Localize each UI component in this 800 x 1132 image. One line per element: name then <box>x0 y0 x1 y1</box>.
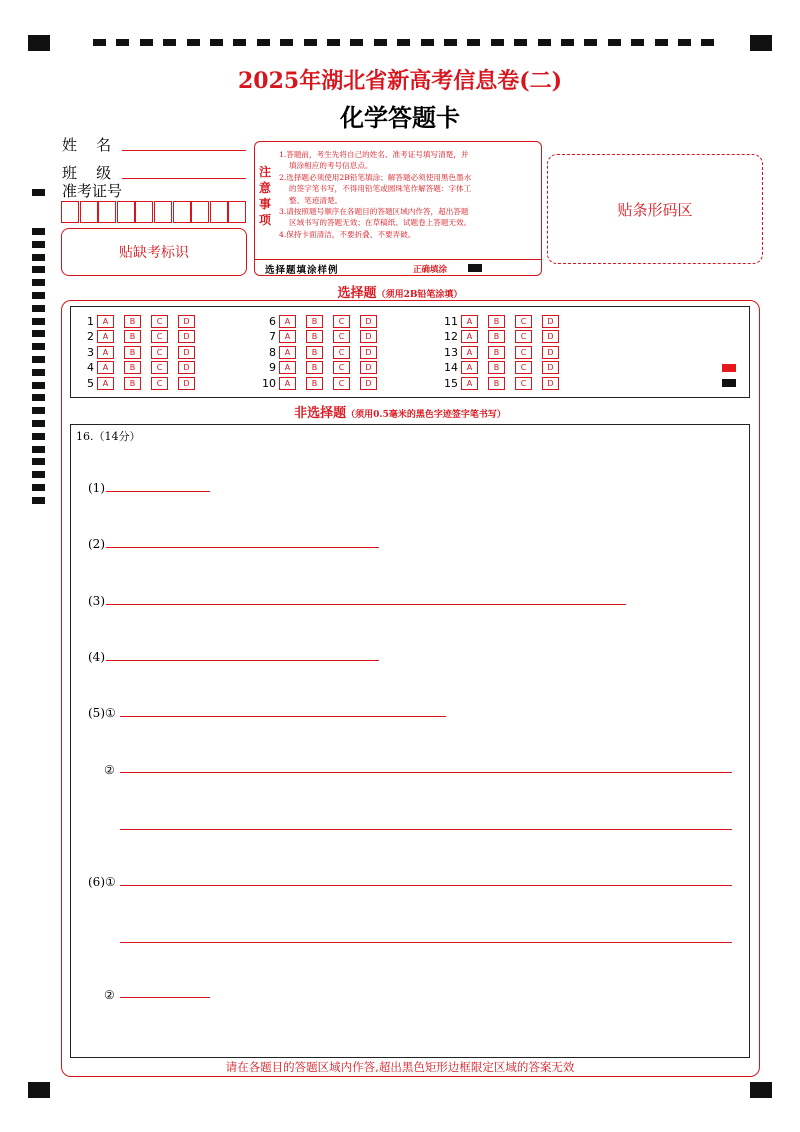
timing-mark <box>210 39 223 46</box>
timing-mark <box>32 471 45 478</box>
timing-mark <box>32 446 45 453</box>
timing-mark <box>491 39 504 46</box>
choice-bubble-b[interactable]: B <box>488 315 505 328</box>
timing-mark <box>350 39 363 46</box>
timing-mark <box>631 39 644 46</box>
choice-question-row <box>258 376 387 390</box>
choice-bubble-a[interactable]: A <box>97 346 114 359</box>
timing-mark <box>514 39 527 46</box>
timing-mark <box>538 39 551 46</box>
timing-mark <box>32 305 45 312</box>
timing-mark <box>32 484 45 491</box>
timing-mark <box>32 228 45 235</box>
timing-mark <box>32 254 45 261</box>
choice-bubble-c[interactable]: C <box>515 346 532 359</box>
q16-part3-label: (3) <box>88 594 105 608</box>
timing-mark <box>280 39 293 46</box>
timing-mark <box>467 39 480 46</box>
choice-question-number: 3 <box>87 345 94 359</box>
choice-bubble-a[interactable]: A <box>97 377 114 390</box>
timing-mark <box>678 39 691 46</box>
timing-mark <box>32 356 45 363</box>
choice-bubble-c[interactable]: C <box>151 315 168 328</box>
timing-mark <box>32 369 45 376</box>
q16-part6a-line[interactable] <box>120 885 732 886</box>
choice-section-title <box>0 282 800 301</box>
notice-line: 2.选择题必须使用2B铅笔填涂；解答题必须使用黑色墨水 <box>279 172 472 182</box>
timing-mark <box>163 39 176 46</box>
choice-bubble-d[interactable]: D <box>360 361 377 374</box>
choice-bubble-b[interactable]: B <box>306 361 323 374</box>
choice-bubble-c[interactable]: C <box>333 330 350 343</box>
timing-mark <box>304 39 317 46</box>
choice-question-row <box>258 345 387 359</box>
q16-part2-label: (2) <box>88 537 105 551</box>
timing-mark <box>584 39 597 46</box>
nonchoice-section-title <box>0 402 800 421</box>
choice-question-row <box>440 314 569 328</box>
choice-question-row <box>76 361 205 375</box>
choice-question-number: 10 <box>262 376 276 390</box>
choice-bubble-c[interactable]: C <box>151 377 168 390</box>
q16-part6b-line[interactable] <box>120 997 210 998</box>
choice-bubble-a[interactable]: A <box>97 361 114 374</box>
id-digit-cell[interactable] <box>80 201 98 223</box>
corner-mark-top-right <box>750 35 772 51</box>
q16-answer-box <box>70 424 750 1058</box>
choice-question-row <box>76 345 205 359</box>
choice-bubble-c[interactable]: C <box>515 361 532 374</box>
choice-bubble-b[interactable]: B <box>124 346 141 359</box>
choice-bubble-d[interactable]: D <box>542 315 559 328</box>
choice-bubble-d[interactable]: D <box>178 346 195 359</box>
timing-mark <box>32 420 45 427</box>
timing-mark <box>32 394 45 401</box>
footer-note: 请在各题目的答题区域内作答,超出黑色矩形边框限定区域的答案无效 <box>225 1060 575 1074</box>
corner-mark-bottom-right <box>750 1082 772 1098</box>
choice-bubble-d[interactable]: D <box>178 361 195 374</box>
q16-part4-label: (4) <box>88 650 105 664</box>
notice-line: 4.保持卡面清洁，不要折叠、不要弄破。 <box>279 229 416 239</box>
corner-mark-top-left <box>28 35 50 51</box>
q16-part6a-label: (6)① <box>88 875 116 889</box>
choice-question-number: 11 <box>444 314 458 328</box>
choice-question-row <box>258 330 387 344</box>
timing-mark <box>444 39 457 46</box>
choice-bubble-c[interactable]: C <box>515 330 532 343</box>
choice-bubble-a[interactable]: A <box>279 315 296 328</box>
choice-question-number: 9 <box>269 361 276 375</box>
absent-sticker-label: 贴缺考标识 <box>119 245 189 261</box>
timing-mark <box>116 39 129 46</box>
q16-part5b-label: ② <box>104 763 115 777</box>
id-digit-cell[interactable] <box>173 201 191 223</box>
q16-part6b-label: ② <box>104 988 115 1002</box>
notice-line: 填涂相应的考号信息点。 <box>289 161 373 171</box>
choice-bubble-a[interactable]: A <box>461 346 478 359</box>
name-label: 姓 名 <box>62 136 112 154</box>
choice-bubble-d[interactable]: D <box>542 377 559 390</box>
timing-mark <box>608 39 621 46</box>
choice-bubble-b[interactable]: B <box>124 377 141 390</box>
nonchoice-title: 非选择题 <box>294 406 347 421</box>
choice-bubble-a[interactable]: A <box>279 361 296 374</box>
id-digit-cell[interactable] <box>228 201 246 223</box>
timing-mark <box>257 39 270 46</box>
choice-bubble-a[interactable]: A <box>97 330 114 343</box>
sample-label: 选择题填涂样例 <box>265 265 339 276</box>
page-title: 2025年湖北省新高考信息卷(二) <box>237 68 563 94</box>
choice-question-number: 15 <box>444 376 458 390</box>
choice-bubble-c[interactable]: C <box>515 315 532 328</box>
q16-part5b-line-2[interactable] <box>120 829 732 830</box>
choice-bubble-c[interactable]: C <box>151 361 168 374</box>
black-marker <box>722 379 736 387</box>
notice-line: 1.答题前，考生先将自己的姓名、准考证号填写清楚，并 <box>279 150 469 159</box>
timing-mark <box>561 39 574 46</box>
page-subtitle: 化学答题卡 <box>340 104 460 132</box>
choice-question-number: 7 <box>269 330 276 344</box>
choice-question-row <box>440 330 569 344</box>
notice-line: 区域书写的答题无效；在草稿纸、试题卷上答题无效。 <box>289 218 472 228</box>
choice-note: （须用2B铅笔涂填） <box>376 290 463 300</box>
choice-bubble-b[interactable]: B <box>306 330 323 343</box>
choice-question-number: 14 <box>444 361 458 375</box>
class-label: 班 级 <box>62 164 112 182</box>
timing-mark <box>32 497 45 504</box>
id-digit-cell[interactable] <box>98 201 116 223</box>
timing-mark <box>32 189 45 196</box>
q16-part1-label: (1) <box>88 481 105 495</box>
id-digit-cell[interactable] <box>154 201 172 223</box>
choice-bubble-d[interactable]: D <box>542 330 559 343</box>
choice-bubble-a[interactable]: A <box>279 377 296 390</box>
timing-mark <box>421 39 434 46</box>
q16-part5b-line[interactable] <box>120 772 732 773</box>
choice-bubble-c[interactable]: C <box>515 377 532 390</box>
timing-mark <box>374 39 387 46</box>
choice-question-row <box>258 314 387 328</box>
q16-part6a-line-2[interactable] <box>120 942 732 943</box>
barcode-area <box>547 154 763 264</box>
choice-question-number: 4 <box>87 361 94 375</box>
name-field[interactable] <box>122 150 246 151</box>
timing-mark <box>140 39 153 46</box>
id-digit-cell[interactable] <box>61 201 79 223</box>
choice-bubble-d[interactable]: D <box>360 377 377 390</box>
timing-mark <box>187 39 200 46</box>
choice-bubble-a[interactable]: A <box>461 377 478 390</box>
timing-mark <box>32 458 45 465</box>
notice-line: 3.请按照题号顺序在各题目的答题区域内作答，超出答题 <box>279 207 469 217</box>
id-digit-cell[interactable] <box>117 201 135 223</box>
notice-divider <box>255 259 541 260</box>
q16-part3-line[interactable] <box>106 604 626 605</box>
nonchoice-note: （须用0.5毫米的黑色字迹签字笔书写） <box>346 410 506 420</box>
choice-bubble-c[interactable]: C <box>333 377 350 390</box>
q16-part1-line[interactable] <box>106 491 210 492</box>
choice-bubble-b[interactable]: B <box>124 361 141 374</box>
choice-bubble-a[interactable]: A <box>279 330 296 343</box>
choice-bubble-a[interactable]: A <box>461 330 478 343</box>
notice-text <box>279 149 541 240</box>
correct-fill-sample <box>468 264 482 272</box>
choice-question-row <box>76 330 205 344</box>
absent-sticker-box <box>61 228 247 276</box>
choice-bubble-b[interactable]: B <box>124 330 141 343</box>
choice-bubble-b[interactable]: B <box>488 377 505 390</box>
q16-part2-line[interactable] <box>106 547 379 548</box>
q16-part5a-label: (5)① <box>88 706 116 720</box>
red-marker <box>722 364 736 372</box>
timing-mark <box>32 433 45 440</box>
notice-heading: 注意事项 <box>259 165 272 227</box>
choice-bubble-c[interactable]: C <box>333 346 350 359</box>
choice-question-row <box>440 361 569 375</box>
notice-box <box>254 141 542 276</box>
choice-bubble-b[interactable]: B <box>488 361 505 374</box>
choice-question-number: 1 <box>87 314 94 328</box>
timing-mark <box>327 39 340 46</box>
choice-bubble-c[interactable]: C <box>151 330 168 343</box>
q16-part4-line[interactable] <box>106 660 379 661</box>
notice-line: 的签字笔书写，不得用铅笔或圆珠笔作解答题：字体工 <box>289 184 472 194</box>
choice-bubble-d[interactable]: D <box>360 330 377 343</box>
choice-bubble-d[interactable]: D <box>360 315 377 328</box>
barcode-label: 贴条形码区 <box>617 200 693 219</box>
choice-bubble-b[interactable]: B <box>306 315 323 328</box>
correct-fill-label: 正确填涂 <box>413 265 448 275</box>
choice-bubble-c[interactable]: C <box>333 361 350 374</box>
choice-question-number: 5 <box>87 376 94 390</box>
timing-mark <box>32 241 45 248</box>
id-digit-cell[interactable] <box>135 201 153 223</box>
choice-question-row <box>258 361 387 375</box>
choice-bubble-a[interactable]: A <box>97 315 114 328</box>
notice-line: 整、笔迹清楚。 <box>289 195 343 205</box>
choice-question-number: 2 <box>87 330 94 344</box>
q16-header: 16.（14分） <box>76 430 141 443</box>
class-field[interactable] <box>122 178 246 179</box>
timing-mark <box>32 330 45 337</box>
choice-bubble-b[interactable]: B <box>488 330 505 343</box>
choice-bubble-a[interactable]: A <box>461 315 478 328</box>
choice-question-number: 8 <box>269 345 276 359</box>
choice-bubble-c[interactable]: C <box>333 315 350 328</box>
q16-part5a-line[interactable] <box>120 716 446 717</box>
choice-question-row <box>440 376 569 390</box>
choice-bubble-d[interactable]: D <box>178 315 195 328</box>
timing-mark <box>655 39 668 46</box>
choice-bubble-b[interactable]: B <box>124 315 141 328</box>
timing-mark <box>397 39 410 46</box>
id-digit-cell[interactable] <box>191 201 209 223</box>
timing-mark <box>701 39 714 46</box>
timing-mark <box>233 39 246 46</box>
choice-bubble-b[interactable]: B <box>306 377 323 390</box>
timing-mark <box>32 382 45 389</box>
choice-question-number: 12 <box>444 330 458 344</box>
choice-bubble-d[interactable]: D <box>178 330 195 343</box>
timing-mark <box>32 318 45 325</box>
choice-bubble-d[interactable]: D <box>542 361 559 374</box>
choice-title: 选择题 <box>337 286 377 301</box>
timing-mark <box>32 266 45 273</box>
choice-bubble-b[interactable]: B <box>488 346 505 359</box>
id-label: 准考证号 <box>62 182 123 200</box>
choice-bubble-a[interactable]: A <box>279 346 296 359</box>
id-digit-cell[interactable] <box>210 201 228 223</box>
choice-bubble-d[interactable]: D <box>542 346 559 359</box>
choice-question-row <box>440 345 569 359</box>
timing-mark <box>93 39 106 46</box>
choice-question-row <box>76 376 205 390</box>
choice-bubble-a[interactable]: A <box>461 361 478 374</box>
corner-mark-bottom-left <box>28 1082 50 1098</box>
choice-bubble-d[interactable]: D <box>178 377 195 390</box>
choice-bubble-b[interactable]: B <box>306 346 323 359</box>
choice-question-number: 13 <box>444 345 458 359</box>
timing-mark <box>32 343 45 350</box>
choice-bubble-d[interactable]: D <box>360 346 377 359</box>
choice-question-row <box>76 314 205 328</box>
choice-question-number: 6 <box>269 314 276 328</box>
choice-bubble-c[interactable]: C <box>151 346 168 359</box>
